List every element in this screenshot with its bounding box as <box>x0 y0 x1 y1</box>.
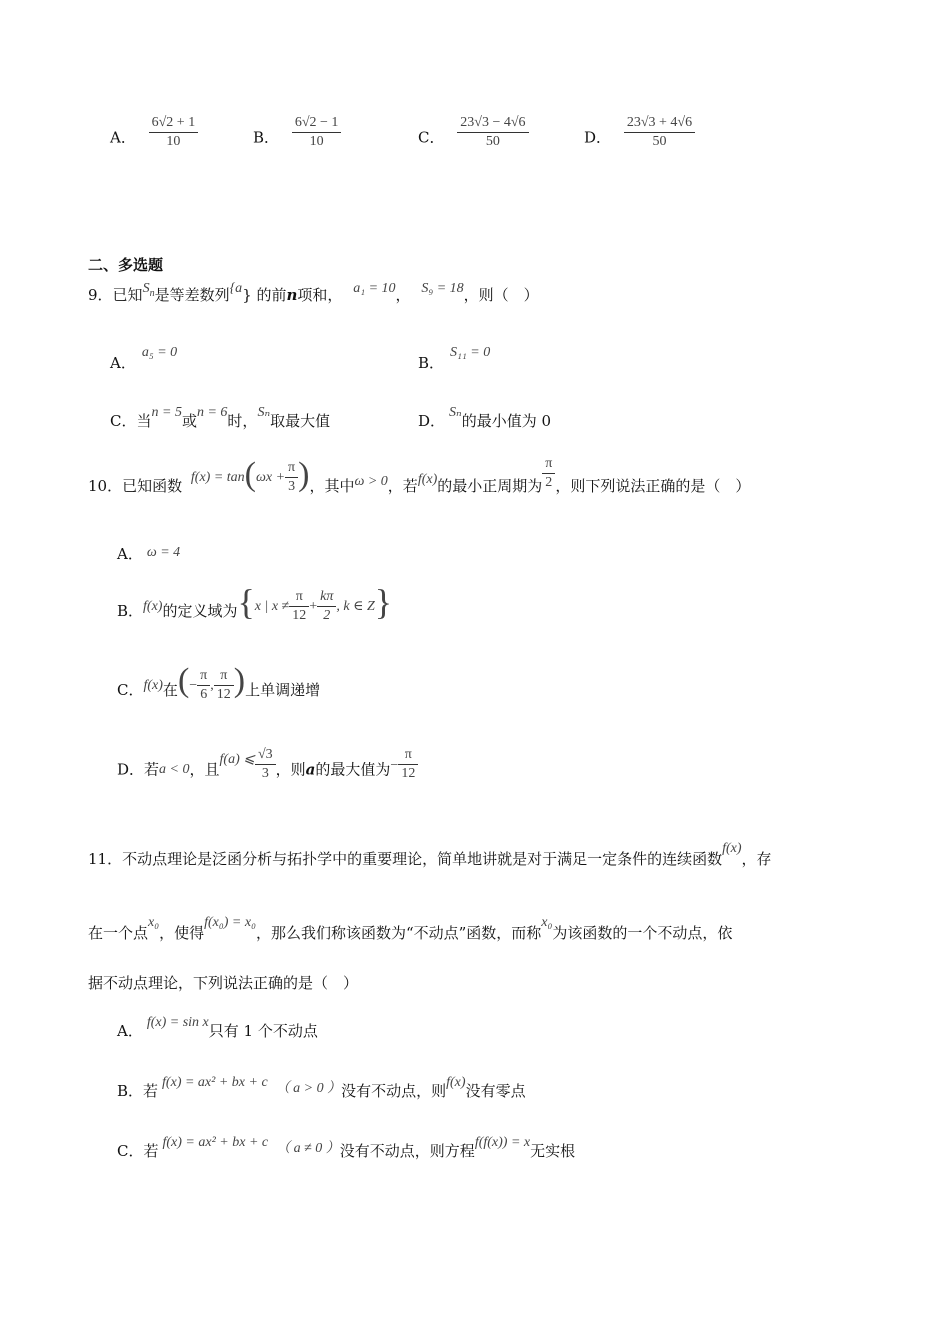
denominator: 10 <box>149 132 199 151</box>
paren: ) <box>233 662 246 699</box>
math: f(f(x)) = x <box>474 1135 531 1150</box>
q8-option-b[interactable] <box>253 115 341 157</box>
fraction <box>292 114 342 151</box>
math-s9: S₉ = 18 <box>421 281 464 296</box>
text: 当 <box>136 412 152 430</box>
text: 上单调递增 <box>245 681 321 699</box>
option-label: C． <box>117 1142 144 1160</box>
fraction <box>197 667 210 704</box>
fraction <box>624 114 695 151</box>
math: ω > 0 <box>354 474 388 489</box>
fraction <box>542 455 555 492</box>
text: 的最小值为 0 <box>461 412 552 430</box>
q10-stem <box>88 455 751 506</box>
q10-option-c[interactable]: C．f(x)在(− $\frac{\pi}{6}$ , $\frac{\pi}{12}$ )上单调递增 <box>117 662 321 702</box>
math: ω = 4 <box>146 545 181 560</box>
q10-option-a[interactable] <box>117 543 180 564</box>
option-label: A． <box>117 1022 143 1040</box>
fraction <box>214 667 234 704</box>
math: f(x) <box>143 678 163 693</box>
q11-option-c[interactable] <box>117 1135 576 1161</box>
math: x₀ <box>541 915 553 930</box>
numerator: π <box>200 667 208 683</box>
text: 在 <box>162 681 178 699</box>
sub: n <box>149 287 155 299</box>
math: a < 0 <box>159 761 190 777</box>
text: 若 <box>144 760 160 779</box>
option-label: A． <box>117 545 143 563</box>
option-label: B． <box>117 602 144 620</box>
fraction <box>398 746 418 783</box>
text: 的定义域为 <box>162 602 238 620</box>
text: 没有零点 <box>465 1082 526 1100</box>
text: 若 <box>143 1082 159 1100</box>
q8-option-a[interactable] <box>110 115 198 157</box>
denominator: 3 <box>255 764 276 783</box>
numerator: π <box>404 747 412 762</box>
fraction <box>289 588 309 625</box>
q10-option-d[interactable] <box>117 747 418 789</box>
q11-stem-line1 <box>88 841 772 869</box>
question-number: 11． <box>88 850 123 868</box>
math: f(x) = tan <box>190 470 245 485</box>
fraction <box>255 746 276 783</box>
math: − <box>390 757 399 773</box>
numerator: π <box>295 588 303 604</box>
q11-option-b[interactable] <box>117 1075 526 1101</box>
q11-stem-line3: 据不动点理论，下列说法正确的是（ ） <box>88 974 359 992</box>
paren: ( <box>177 662 190 699</box>
option-label: C． <box>418 128 445 147</box>
text: 不动点理论是泛函分析与拓扑学中的重要理论，简单地讲就是对于满足一定条件的连续函数 <box>122 850 723 868</box>
math: n = 5 <box>151 405 182 420</box>
numerator: π <box>288 459 296 475</box>
math: f(x) = sin x <box>146 1015 209 1030</box>
option-label: B． <box>117 1082 144 1100</box>
fraction <box>317 588 336 625</box>
math: f(x) = ax² + bx + c <box>162 1075 268 1090</box>
math: x₀ <box>148 915 160 930</box>
numerator: 6√2 − 1 <box>294 115 339 130</box>
math: f(a) ⩽ <box>219 751 255 767</box>
text: ，则下列说法正确的是（ ） <box>555 477 751 495</box>
text: ，则（ ） <box>463 286 539 304</box>
q9-stem <box>88 281 539 307</box>
text: 的最小正周期为 <box>437 477 543 495</box>
q11-option-a[interactable] <box>117 1015 318 1041</box>
fraction <box>285 459 298 496</box>
math-s <box>142 281 155 299</box>
paren: ) <box>298 456 310 493</box>
text: 已知 <box>112 286 143 304</box>
denominator: 3 <box>285 477 298 496</box>
option-label: B． <box>418 354 445 372</box>
text: ， <box>395 286 411 304</box>
numerator: kπ <box>320 588 334 604</box>
denominator: 12 <box>214 685 234 704</box>
math: Sₙ <box>257 405 271 420</box>
math-a1: a₁ = 10 <box>353 281 396 296</box>
sym: S <box>142 281 150 296</box>
math: Sₙ <box>449 405 462 420</box>
q9-option-d[interactable] <box>418 405 552 431</box>
math: f(x) <box>143 599 163 614</box>
text: 是等差数列 <box>154 286 230 304</box>
q9-option-c[interactable] <box>110 405 331 431</box>
option-label: C． <box>117 681 144 699</box>
numerator: √3 <box>257 747 273 762</box>
numerator: π <box>220 667 228 683</box>
denominator: 50 <box>457 132 528 151</box>
text: 在一个点 <box>88 924 149 942</box>
denominator: 10 <box>292 132 342 151</box>
math: （ a > 0 ） <box>275 1081 342 1096</box>
math: a₅ = 0 <box>141 345 178 360</box>
math: f(x₀) = x₀ <box>204 915 256 930</box>
math: + <box>309 599 318 614</box>
text: ，若 <box>387 477 418 495</box>
math-a: a <box>305 760 316 779</box>
text: 无实根 <box>530 1142 576 1160</box>
q10-option-b[interactable] <box>117 583 392 631</box>
text: 若 <box>143 1142 159 1160</box>
q11-stem-line2 <box>88 915 733 943</box>
math: n = 6 <box>196 405 228 420</box>
math: ωx + <box>255 470 286 485</box>
denominator: 50 <box>624 132 695 151</box>
fraction <box>457 114 528 151</box>
text: 没有不动点，则方程 <box>339 1142 475 1160</box>
brace: } <box>374 582 393 622</box>
question-number: 9． <box>88 286 113 304</box>
option-label: B． <box>253 128 280 147</box>
math: f(x) = ax² + bx + c <box>162 1135 269 1150</box>
q9-option-a[interactable] <box>110 345 178 373</box>
text: 没有不动点，则 <box>341 1082 447 1100</box>
numerator: 23√3 − 4√6 <box>460 115 526 130</box>
text: 已知函数 <box>122 477 183 495</box>
numerator: π <box>545 455 553 471</box>
text: 或 <box>181 412 197 430</box>
text: ，且 <box>189 760 220 779</box>
text: 时， <box>227 412 258 430</box>
math-an: {a <box>229 281 243 296</box>
brace: { <box>237 582 255 622</box>
denominator: 12 <box>289 606 309 625</box>
text: ，那么我们称该函数为“不动点”函数，而称 <box>255 924 542 942</box>
text: 只有 1 个不动点 <box>208 1022 318 1040</box>
numerator: 23√3 + 4√6 <box>626 115 693 130</box>
option-label: D． <box>418 412 446 430</box>
option-label: D． <box>584 128 612 147</box>
text: 为该函数的一个不动点，依 <box>552 924 733 942</box>
q8-option-c[interactable] <box>418 115 529 157</box>
text: } 的前 <box>242 286 287 304</box>
math-n: n <box>286 286 298 304</box>
text: ，存 <box>741 850 772 868</box>
math: − <box>189 678 198 693</box>
text: 取最大值 <box>270 412 331 430</box>
math: x | x ≠ <box>254 599 290 614</box>
paren: ( <box>244 456 256 493</box>
denominator: 6 <box>197 685 210 704</box>
q9-option-b[interactable] <box>418 345 491 373</box>
math: f(x) <box>722 841 742 856</box>
numerator: 6√2 + 1 <box>151 115 196 130</box>
text: ，使得 <box>159 924 205 942</box>
text: ，其中 <box>309 477 355 495</box>
math: S₁₁ = 0 <box>450 345 491 360</box>
question-number: 10． <box>88 477 123 495</box>
option-label: A． <box>110 128 136 147</box>
fraction <box>149 114 199 151</box>
denominator: 2 <box>542 473 555 492</box>
option-label: D． <box>117 760 145 779</box>
math: , k ∈ Z <box>336 599 375 614</box>
q8-option-d[interactable] <box>584 115 695 157</box>
text: 项和， <box>297 286 343 304</box>
option-label: A． <box>110 354 136 372</box>
option-label: C． <box>110 412 137 430</box>
math: f(x) <box>417 472 438 487</box>
math: （ a ≠ 0 ） <box>276 1141 340 1156</box>
denominator: 2 <box>317 606 336 625</box>
text: ，则 <box>275 760 306 779</box>
section-title: 二、多选题 <box>88 256 164 274</box>
math: f(x) <box>446 1075 466 1090</box>
text: 的最大值为 <box>315 760 391 779</box>
denominator: 12 <box>398 764 418 783</box>
